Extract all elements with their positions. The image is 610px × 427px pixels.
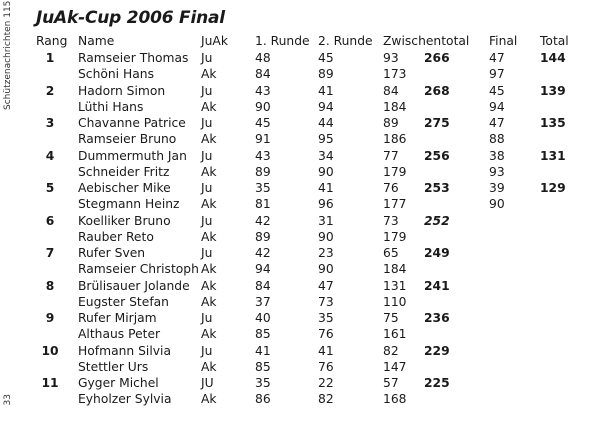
table-row (0, 294, 610, 310)
final-cell: 47 (489, 116, 505, 130)
category-cell: Ju (201, 246, 213, 260)
team-subtotal-cell: 252 (424, 213, 450, 228)
round2-cell: 73 (318, 294, 334, 309)
table-row (0, 310, 610, 326)
category-cell: Ak (201, 99, 217, 114)
rank-cell: 10 (41, 343, 59, 358)
rank-cell: 3 (45, 116, 55, 130)
table-row (0, 50, 610, 66)
table-row (0, 99, 610, 115)
subtotal-cell: 73 (383, 213, 399, 228)
name-cell: Aebischer Mike (78, 181, 171, 195)
name-cell: Rufer Sven (78, 246, 146, 260)
name-cell: Rufer Mirjam (78, 311, 157, 325)
subtotal-cell: 184 (383, 99, 407, 114)
name-cell: Brülisauer Jolande (78, 278, 190, 293)
subtotal-cell: 184 (383, 262, 407, 277)
table-row (0, 245, 610, 261)
name-cell: Dummermuth Jan (78, 148, 187, 163)
table-row (0, 375, 610, 391)
header-total: Total (540, 34, 569, 48)
subtotal-cell: 84 (383, 83, 399, 98)
round1-cell: 81 (255, 197, 271, 212)
team-subtotal-cell: 256 (424, 148, 450, 163)
final-cell: 45 (489, 83, 505, 98)
table-row (0, 359, 610, 375)
final-cell: 97 (489, 67, 505, 82)
final-cell: 90 (489, 197, 505, 212)
subtotal-cell: 77 (383, 148, 399, 163)
name-cell: Hadorn Simon (78, 83, 166, 98)
category-cell: Ju (201, 83, 213, 98)
rank-cell: 9 (45, 311, 55, 325)
team-subtotal-cell: 275 (424, 116, 450, 130)
header-round2: 2. Runde (318, 34, 373, 48)
table-row (0, 261, 610, 277)
team-subtotal-cell: 225 (424, 376, 450, 390)
category-cell: JU (201, 376, 214, 390)
category-cell: Ju (201, 213, 213, 228)
round1-cell: 85 (255, 359, 271, 374)
category-cell: Ak (201, 327, 217, 342)
subtotal-cell: 173 (383, 67, 407, 82)
header-category: JuAk (201, 34, 228, 48)
rank-cell: 2 (45, 83, 55, 98)
table-row (0, 180, 610, 196)
category-cell: Ak (201, 262, 217, 277)
rank-cell: 8 (45, 278, 55, 293)
round1-cell: 84 (255, 278, 271, 293)
round2-cell: 22 (318, 376, 334, 390)
final-cell: 38 (489, 148, 505, 163)
round1-cell: 43 (255, 148, 271, 163)
rank-cell: 5 (45, 181, 55, 195)
name-cell: Lüthi Hans (78, 99, 144, 114)
round1-cell: 48 (255, 51, 271, 65)
round1-cell: 42 (255, 213, 271, 228)
table-row (0, 213, 610, 229)
category-cell: Ak (201, 278, 217, 293)
category-cell: Ju (201, 148, 213, 163)
name-cell: Ramseier Bruno (78, 132, 177, 147)
final-cell: 39 (489, 181, 505, 195)
category-cell: Ju (201, 343, 213, 358)
round1-cell: 45 (255, 116, 271, 130)
total-cell: 139 (540, 83, 566, 98)
name-cell: Stettler Urs (78, 359, 149, 374)
name-cell: Chavanne Patrice (78, 116, 186, 130)
round2-cell: 94 (318, 99, 334, 114)
round1-cell: 35 (255, 181, 271, 195)
subtotal-cell: 168 (383, 392, 407, 407)
round2-cell: 76 (318, 327, 334, 342)
subtotal-cell: 131 (383, 278, 407, 293)
table-header (0, 33, 610, 49)
round1-cell: 89 (255, 164, 271, 179)
subtotal-cell: 179 (383, 164, 407, 179)
team-subtotal-cell: 253 (424, 181, 450, 195)
subtotal-cell: 147 (383, 359, 407, 374)
category-cell: Ju (201, 116, 213, 130)
subtotal-cell: 65 (383, 246, 399, 260)
name-cell: Hofmann Silvia (78, 343, 171, 358)
round2-cell: 23 (318, 246, 334, 260)
total-cell: 144 (540, 51, 566, 65)
team-subtotal-cell: 249 (424, 246, 450, 260)
final-cell: 47 (489, 51, 505, 65)
round1-cell: 40 (255, 311, 271, 325)
subtotal-cell: 57 (383, 376, 399, 390)
subtotal-cell: 75 (383, 311, 399, 325)
name-cell: Rauber Reto (78, 229, 154, 244)
round1-cell: 84 (255, 67, 271, 82)
subtotal-cell: 177 (383, 197, 407, 212)
name-cell: Althaus Peter (78, 327, 161, 342)
name-cell: Ramseier Christoph (78, 262, 199, 277)
table-row (0, 148, 610, 164)
round1-cell: 42 (255, 246, 271, 260)
name-cell: Ramseier Thomas (78, 51, 189, 65)
table-row (0, 115, 610, 131)
page-title: JuAk-Cup 2006 Final (36, 8, 225, 28)
round1-cell: 37 (255, 294, 271, 309)
team-subtotal-cell: 229 (424, 343, 450, 358)
team-subtotal-cell: 268 (424, 83, 450, 98)
round2-cell: 95 (318, 132, 334, 147)
round2-cell: 82 (318, 392, 334, 407)
subtotal-cell: 179 (383, 229, 407, 244)
round2-cell: 90 (318, 164, 334, 179)
round1-cell: 43 (255, 83, 271, 98)
category-cell: Ak (201, 392, 217, 407)
rank-cell: 11 (41, 376, 59, 390)
rank-cell: 1 (45, 51, 55, 65)
final-cell: 88 (489, 132, 505, 147)
round1-cell: 89 (255, 229, 271, 244)
subtotal-cell: 82 (383, 343, 399, 358)
side-running-header: Schützenachrichten 115 (3, 0, 13, 110)
table-row (0, 131, 610, 147)
rank-cell: 4 (45, 148, 55, 163)
round1-cell: 41 (255, 343, 271, 358)
round2-cell: 34 (318, 148, 334, 163)
rank-cell: 6 (45, 213, 55, 228)
round2-cell: 41 (318, 83, 334, 98)
round2-cell: 35 (318, 311, 334, 325)
round2-cell: 96 (318, 197, 334, 212)
rank-cell: 7 (45, 246, 55, 260)
name-cell: Eugster Stefan (78, 294, 169, 309)
name-cell: Schneider Fritz (78, 164, 170, 179)
table-row (0, 326, 610, 342)
team-subtotal-cell: 241 (424, 278, 450, 293)
category-cell: Ju (201, 181, 213, 195)
round2-cell: 90 (318, 262, 334, 277)
subtotal-cell: 76 (383, 181, 399, 195)
table-row (0, 343, 610, 359)
total-cell: 131 (540, 148, 566, 163)
header-final: Final (489, 34, 518, 48)
page-number: 33 (3, 394, 13, 406)
round2-cell: 47 (318, 278, 334, 293)
round2-cell: 90 (318, 229, 334, 244)
table-row (0, 229, 610, 245)
table-row (0, 196, 610, 212)
category-cell: Ak (201, 359, 217, 374)
subtotal-cell: 110 (383, 294, 407, 309)
subtotal-cell: 161 (383, 327, 407, 342)
round1-cell: 91 (255, 132, 271, 147)
category-cell: Ju (201, 51, 213, 65)
total-cell: 135 (540, 116, 566, 130)
subtotal-cell: 93 (383, 51, 399, 65)
round1-cell: 86 (255, 392, 271, 407)
subtotal-cell: 89 (383, 116, 399, 130)
final-cell: 93 (489, 164, 505, 179)
round2-cell: 31 (318, 213, 334, 228)
table-row (0, 391, 610, 407)
round2-cell: 41 (318, 343, 334, 358)
round1-cell: 94 (255, 262, 271, 277)
round2-cell: 89 (318, 67, 334, 82)
total-cell: 129 (540, 181, 566, 195)
name-cell: Stegmann Heinz (78, 197, 180, 212)
name-cell: Eyholzer Sylvia (78, 392, 172, 407)
table-row (0, 164, 610, 180)
team-subtotal-cell: 236 (424, 311, 450, 325)
header-name: Name (78, 34, 115, 48)
table-row (0, 66, 610, 82)
category-cell: Ak (201, 164, 217, 179)
round1-cell: 85 (255, 327, 271, 342)
round2-cell: 76 (318, 359, 334, 374)
team-subtotal-cell: 266 (424, 51, 450, 65)
final-cell: 94 (489, 99, 505, 114)
category-cell: Ak (201, 229, 217, 244)
round2-cell: 41 (318, 181, 334, 195)
category-cell: Ak (201, 197, 217, 212)
name-cell: Koelliker Bruno (78, 213, 171, 228)
round1-cell: 90 (255, 99, 271, 114)
name-cell: Schöni Hans (78, 67, 154, 82)
category-cell: Ak (201, 67, 217, 82)
name-cell: Gyger Michel (78, 376, 159, 390)
header-rank: Rang (36, 34, 68, 48)
subtotal-cell: 186 (383, 132, 407, 147)
round2-cell: 44 (318, 116, 334, 130)
category-cell: Ak (201, 132, 217, 147)
category-cell: Ak (201, 294, 217, 309)
category-cell: Ju (201, 311, 213, 325)
round2-cell: 45 (318, 51, 334, 65)
round1-cell: 35 (255, 376, 271, 390)
header-round1: 1. Runde (255, 34, 310, 48)
header-subtotal: Zwischentotal (383, 34, 470, 48)
table-row (0, 278, 610, 294)
table-row (0, 83, 610, 99)
